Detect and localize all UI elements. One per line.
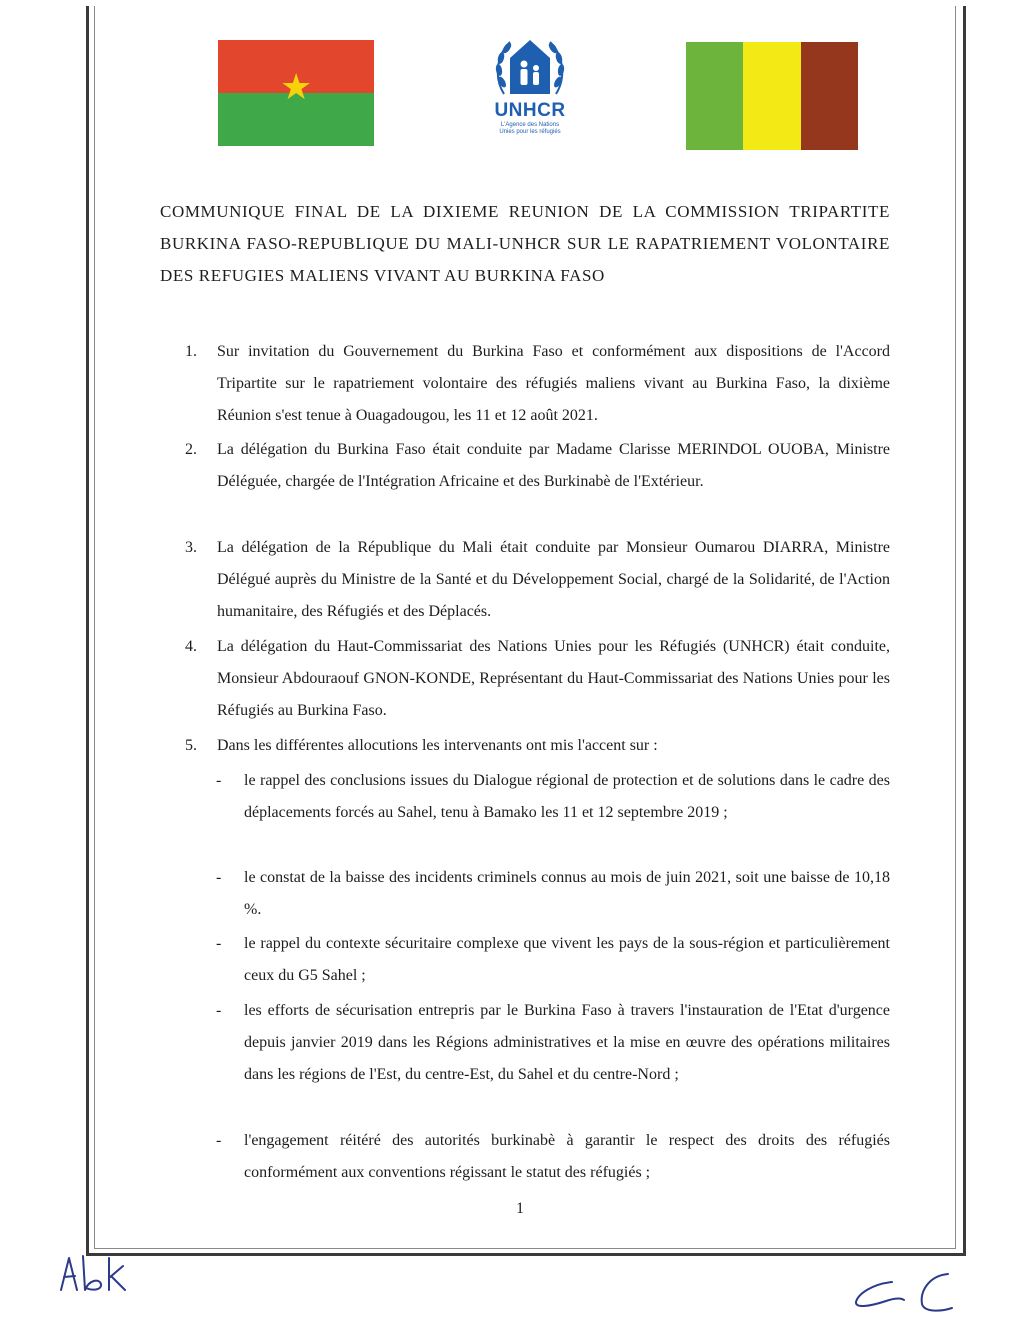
item-number: 4. <box>185 638 197 655</box>
star-icon: ★ <box>280 67 313 108</box>
bullet-dash: - <box>216 935 222 952</box>
item-text: Dans les différentes allocutions les intervenants ont mis l'accent sur : <box>217 737 658 754</box>
bullet-dash: - <box>216 1002 222 1019</box>
bullet-dash: - <box>216 772 222 789</box>
unhcr-wordmark: UNHCR <box>494 100 566 121</box>
bullet-text: les efforts de sécurisation entrepris par le Burkina Faso à travers l'instauration de l'Etat d'urgence depuis janvier 2019 dans les Régions administratives et la mise en œuvre des opérations militaires dans les régions de l'Est, du centre-Est, du Sahel et du centre-Nord ; <box>244 1002 890 1083</box>
bullet-text: le rappel du contexte sécuritaire complexe que vivent les pays de la sous-région et particulièrement ceux du G5 Sahel ; <box>244 935 890 984</box>
unhcr-tagline: Unies pour les réfugiés <box>499 129 561 135</box>
unhcr-emblem-icon <box>490 34 570 102</box>
item-number: 5. <box>185 737 197 754</box>
unhcr-tagline: L'Agence des Nations <box>500 122 560 128</box>
handwritten-signature-right <box>852 1268 962 1318</box>
page-number: 1 <box>516 1200 524 1217</box>
unhcr-logo <box>484 34 576 136</box>
bullet-text: le rappel des conclusions issues du Dialogue régional de protection et de solutions dans le cadre des déplacements forcés au Sahel, tenu à Bamako les 11 et 12 septembre 2019 ; <box>244 772 890 821</box>
item-number: 1. <box>185 343 197 360</box>
bullet-dash: - <box>216 869 222 886</box>
item-text: La délégation du Haut-Commissariat des Nations Unies pour les Réfugiés (UNHCR) était conduite, Monsieur Abdouraouf GNON-KONDE, Représentant du Haut-Commissariat des Nations Unies pour les Réfugiés au Burkina Faso. <box>217 638 890 719</box>
item-text: Sur invitation du Gouvernement du Burkina Faso et conformément aux dispositions de l'Accord Tripartite sur le rapatriement volontaire des réfugiés maliens vivant au Burkina Faso, la dixième Réunion s'est tenue à Ouagadougou, les 11 et 12 août 2021. <box>217 343 890 424</box>
item-number: 2. <box>185 441 197 458</box>
bullet-text: le constat de la baisse des incidents criminels connus au mois de juin 2021, soit une baisse de 10,18 %. <box>244 869 890 918</box>
burkina-faso-flag <box>218 40 374 146</box>
item-text: La délégation du Burkina Faso était conduite par Madame Clarisse MERINDOL OUOBA, Ministre Déléguée, chargée de l'Intégration Africaine et des Burkinabè de l'Extérieur. <box>217 441 890 490</box>
bullet-dash: - <box>216 1132 222 1149</box>
item-text: La délégation de la République du Mali était conduite par Monsieur Oumarou DIARRA, Ministre Délégué auprès du Ministre de la Santé et du Développement Social, chargé de la Solidarité, de l'Action humanitaire, des Réfugiés et des Déplacés. <box>217 539 890 620</box>
mali-flag <box>686 42 858 150</box>
handwritten-initials-left <box>55 1250 135 1296</box>
item-number: 3. <box>185 539 197 556</box>
bullet-text: l'engagement réitéré des autorités burkinabè à garantir le respect des droits des réfugiés conformément aux conventions régissant le statut des réfugiés ; <box>244 1132 890 1181</box>
document-title: COMMUNIQUE FINAL DE LA DIXIEME REUNION DE LA COMMISSION TRIPARTITE BURKINA FASO-REPUBLIQUE DU MALI-UNHCR SUR LE RAPATRIEMENT VOLONTAIRE DES REFUGIES MALIENS VIVANT AU BURKINA FASO <box>160 202 890 285</box>
